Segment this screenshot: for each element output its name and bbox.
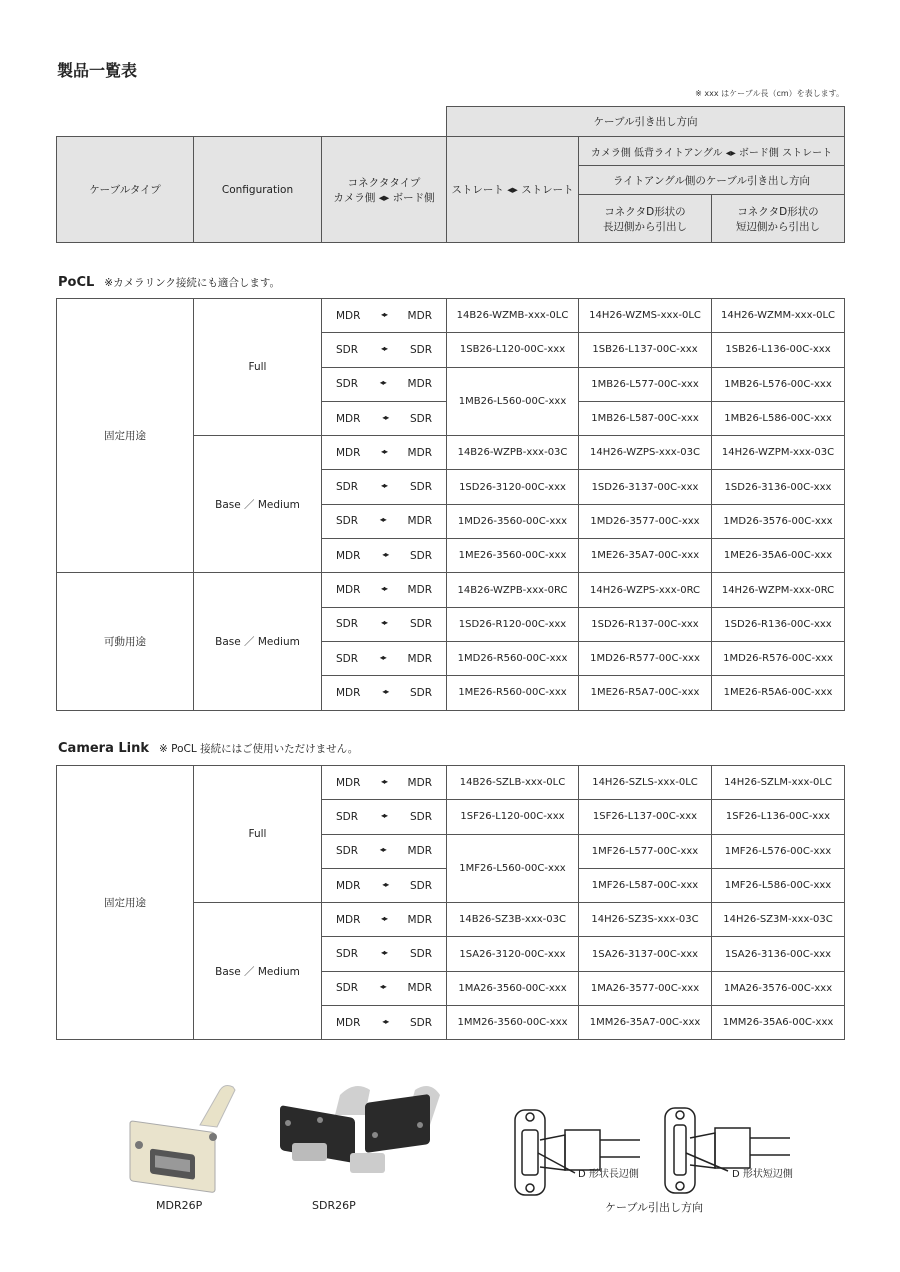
table-row <box>57 299 845 333</box>
part-number: 1SB26-L120-00C-xxx <box>447 333 579 367</box>
connector-pair: MDR ◂▸ MDR <box>322 903 447 937</box>
config-full: Full <box>194 299 322 436</box>
connector-illustrations <box>0 1075 900 1235</box>
part-number: 1ME26-3560-00C-xxx <box>447 539 579 573</box>
part-number: 1SD26-R136-00C-xxx <box>712 607 845 641</box>
connector-pair: MDR ◂▸ SDR <box>322 401 447 435</box>
short-side-header: コネクタD形状の 短辺側から引出し <box>712 195 845 243</box>
connector-pair: MDR ◂▸ SDR <box>322 676 447 710</box>
part-number: 1MB26-L577-00C-xxx <box>579 367 712 401</box>
part-number: 1MD26-3560-00C-xxx <box>447 504 579 538</box>
connector-pair: MDR ◂▸ SDR <box>322 1006 447 1040</box>
part-number: 1MF26-L587-00C-xxx <box>579 868 712 902</box>
part-number: 14B26-SZLB-xxx-0LC <box>447 766 579 800</box>
connector-pair: MDR ◂▸ MDR <box>322 299 447 333</box>
part-number: 1SD26-3136-00C-xxx <box>712 470 845 504</box>
part-number: 1MF26-L586-00C-xxx <box>712 868 845 902</box>
part-number: 1SD26-R120-00C-xxx <box>447 607 579 641</box>
straight-header: ストレート ◂▸ ストレート <box>447 137 579 243</box>
part-number: 1MM26-35A6-00C-xxx <box>712 1006 845 1040</box>
connector-pair: MDR ◂▸ MDR <box>322 573 447 607</box>
connector-pair: MDR ◂▸ SDR <box>322 868 447 902</box>
d-long-label: D 形状長辺側 <box>578 1169 639 1180</box>
part-number: 1MF26-L577-00C-xxx <box>579 834 712 868</box>
connector-pair: SDR ◂▸ SDR <box>322 937 447 971</box>
d-short-side-diagram <box>665 1108 790 1193</box>
part-number: 14H26-SZLM-xxx-0LC <box>712 766 845 800</box>
connector-pair: MDR ◂▸ SDR <box>322 539 447 573</box>
part-number: 1SB26-L136-00C-xxx <box>712 333 845 367</box>
config-base-medium: Base ／ Medium <box>194 573 322 710</box>
config-base-medium: Base ／ Medium <box>194 436 322 573</box>
camera-link-table <box>56 765 845 1040</box>
part-number: 1SB26-L137-00C-xxx <box>579 333 712 367</box>
part-number: 1MD26-R576-00C-xxx <box>712 641 845 675</box>
part-number: 1MA26-3576-00C-xxx <box>712 971 845 1005</box>
direction-caption: ケーブル引出し方向 <box>605 1201 704 1214</box>
part-number: 14H26-WZPM-xxx-03C <box>712 436 845 470</box>
d-short-label: D 形状短辺側 <box>732 1169 793 1180</box>
part-number: 1SA26-3136-00C-xxx <box>712 937 845 971</box>
mdr26p-caption: MDR26P <box>156 1199 203 1212</box>
cl-section-title: Camera Link ※ PoCL 接続にはご使用いただけません。 <box>58 741 359 756</box>
page-title: 製品一覧表 <box>57 61 138 80</box>
part-number: 1SD26-3120-00C-xxx <box>447 470 579 504</box>
config-base-medium: Base ／ Medium <box>194 903 322 1040</box>
part-number: 1ME26-R5A6-00C-xxx <box>712 676 845 710</box>
length-note: ※ xxx はケーブル長（cm）を表します。 <box>695 89 844 98</box>
part-number: 1MB26-L576-00C-xxx <box>712 367 845 401</box>
usage-movable: 可動用途 <box>57 573 194 710</box>
pocl-table <box>56 298 845 711</box>
part-number: 14H26-SZLS-xxx-0LC <box>579 766 712 800</box>
sdr26p-image <box>280 1086 440 1173</box>
part-number: 1ME26-35A6-00C-xxx <box>712 539 845 573</box>
part-number: 14B26-SZ3B-xxx-03C <box>447 903 579 937</box>
part-number: 1MF26-L576-00C-xxx <box>712 834 845 868</box>
part-number: 1SF26-L136-00C-xxx <box>712 800 845 834</box>
connector-pair: SDR ◂▸ SDR <box>322 333 447 367</box>
part-number: 1MA26-3560-00C-xxx <box>447 971 579 1005</box>
part-number: 14H26-WZPS-xxx-0RC <box>579 573 712 607</box>
d-long-side-diagram <box>515 1110 640 1195</box>
part-number: 14H26-SZ3S-xxx-03C <box>579 903 712 937</box>
usage-fixed: 固定用途 <box>57 299 194 573</box>
usage-fixed: 固定用途 <box>57 766 194 1040</box>
part-number: 1SF26-L137-00C-xxx <box>579 800 712 834</box>
part-number: 14H26-WZPS-xxx-03C <box>579 436 712 470</box>
right-angle-header: ライトアングル側のケーブル引き出し方向 <box>579 166 845 195</box>
part-number: 14B26-WZPB-xxx-03C <box>447 436 579 470</box>
part-number: 14H26-WZMM-xxx-0LC <box>712 299 845 333</box>
part-number: 1ME26-35A7-00C-xxx <box>579 539 712 573</box>
part-number: 1SA26-3137-00C-xxx <box>579 937 712 971</box>
part-number: 1SD26-R137-00C-xxx <box>579 607 712 641</box>
configuration-header: Configuration <box>194 137 322 243</box>
part-number: 14H26-SZ3M-xxx-03C <box>712 903 845 937</box>
mdr26p-image <box>130 1086 235 1193</box>
part-number: 1MB26-L560-00C-xxx <box>447 367 579 436</box>
part-number: 1ME26-R560-00C-xxx <box>447 676 579 710</box>
connector-pair: SDR ◂▸ MDR <box>322 367 447 401</box>
part-number: 14H26-WZMS-xxx-0LC <box>579 299 712 333</box>
connector-pair: SDR ◂▸ SDR <box>322 800 447 834</box>
pocl-section-title: PoCL ※カメラリンク接続にも適合します。 <box>58 275 281 290</box>
part-number: 14B26-WZPB-xxx-0RC <box>447 573 579 607</box>
connector-pair: SDR ◂▸ MDR <box>322 504 447 538</box>
part-number: 1ME26-R5A7-00C-xxx <box>579 676 712 710</box>
part-number: 1MD26-3577-00C-xxx <box>579 504 712 538</box>
connector-pair: SDR ◂▸ SDR <box>322 470 447 504</box>
sdr26p-caption: SDR26P <box>312 1199 356 1212</box>
connector-pair: MDR ◂▸ MDR <box>322 436 447 470</box>
part-number: 1MA26-3577-00C-xxx <box>579 971 712 1005</box>
config-full: Full <box>194 766 322 903</box>
part-number: 14B26-WZMB-xxx-0LC <box>447 299 579 333</box>
part-number: 1MD26-R560-00C-xxx <box>447 641 579 675</box>
table-row <box>57 766 845 800</box>
direction-header: ケーブル引き出し方向 <box>447 107 845 137</box>
connector-pair: SDR ◂▸ MDR <box>322 641 447 675</box>
part-number: 1MD26-R577-00C-xxx <box>579 641 712 675</box>
part-number: 1MB26-L586-00C-xxx <box>712 401 845 435</box>
header-table <box>56 106 845 243</box>
connector-pair: MDR ◂▸ MDR <box>322 766 447 800</box>
part-number: 14H26-WZPM-xxx-0RC <box>712 573 845 607</box>
part-number: 1MF26-L560-00C-xxx <box>447 834 579 903</box>
part-number: 1MM26-35A7-00C-xxx <box>579 1006 712 1040</box>
connector-pair: SDR ◂▸ MDR <box>322 971 447 1005</box>
part-number: 1MD26-3576-00C-xxx <box>712 504 845 538</box>
connector-pair: SDR ◂▸ SDR <box>322 607 447 641</box>
part-number: 1MM26-3560-00C-xxx <box>447 1006 579 1040</box>
part-number: 1SA26-3120-00C-xxx <box>447 937 579 971</box>
table-row <box>57 573 845 607</box>
figure-area <box>0 1075 900 1235</box>
long-side-header: コネクタD形状の 長辺側から引出し <box>579 195 712 243</box>
part-number: 1SD26-3137-00C-xxx <box>579 470 712 504</box>
part-number: 1SF26-L120-00C-xxx <box>447 800 579 834</box>
connector-type-header: コネクタタイプ カメラ側 ◂▸ ボード側 <box>322 137 447 243</box>
low-back-header: カメラ側 低背ライトアングル ◂▸ ボード側 ストレート <box>579 137 845 166</box>
part-number: 1MB26-L587-00C-xxx <box>579 401 712 435</box>
cable-type-header: ケーブルタイプ <box>57 137 194 243</box>
connector-pair: SDR ◂▸ MDR <box>322 834 447 868</box>
